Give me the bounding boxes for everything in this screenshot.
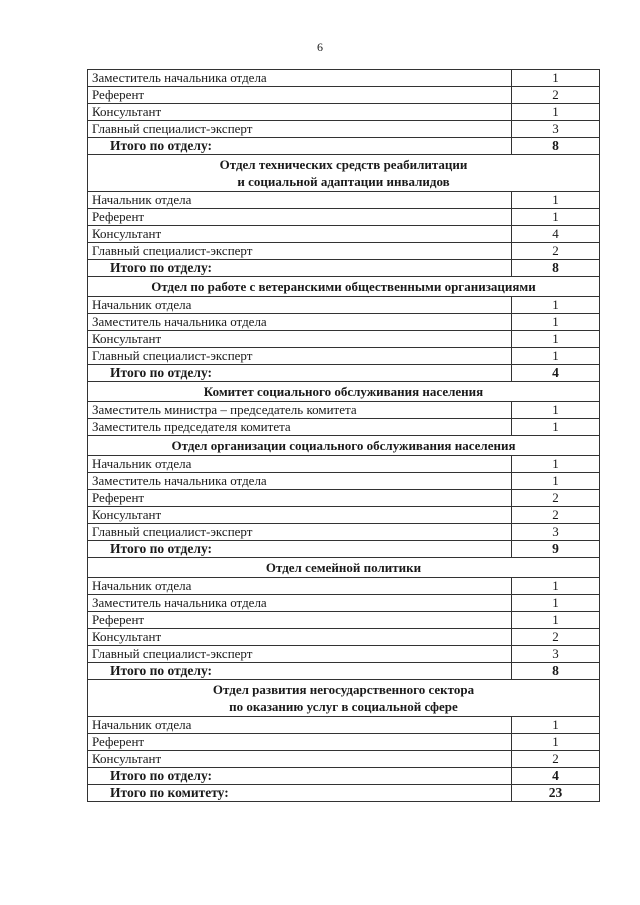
position-count: 2: [512, 507, 600, 524]
position-row: [88, 297, 600, 314]
position-name: Начальник отдела: [88, 297, 512, 314]
department-heading-line: Отдел организации социального обслуживания населения: [171, 438, 516, 453]
page-number: 6: [317, 40, 323, 54]
total-count: 8: [512, 260, 600, 277]
position-name: Заместитель начальника отдела: [88, 473, 512, 490]
position-name: Заместитель начальника отдела: [88, 314, 512, 331]
position-count: 1: [512, 473, 600, 490]
position-count: 1: [512, 314, 600, 331]
position-count: 3: [512, 646, 600, 663]
position-name: Начальник отдела: [88, 456, 512, 473]
department-heading-line: Отдел по работе с ветеранскими общественными организациями: [151, 279, 536, 294]
position-name: Референт: [88, 612, 512, 629]
position-count: 1: [512, 209, 600, 226]
position-count: 1: [512, 331, 600, 348]
department-heading-line: и социальной адаптации инвалидов: [237, 174, 450, 189]
position-row: [88, 87, 600, 104]
total-label: Итого по отделу:: [88, 663, 512, 680]
position-count: 2: [512, 629, 600, 646]
position-row: [88, 121, 600, 138]
position-name: Референт: [88, 209, 512, 226]
total-count: 23: [512, 785, 600, 802]
department-heading-line: Комитет социального обслуживания населения: [203, 384, 484, 399]
total-label: Итого по отделу:: [88, 260, 512, 277]
position-name: Главный специалист-эксперт: [88, 121, 512, 138]
total-label: Итого по отделу:: [88, 365, 512, 382]
position-row: [88, 243, 600, 260]
position-row: [88, 524, 600, 541]
position-count: 2: [512, 490, 600, 507]
total-count: 8: [512, 663, 600, 680]
position-row: [88, 717, 600, 734]
department-heading-line: Отдел семейной политики: [265, 560, 422, 575]
position-count: 4: [512, 226, 600, 243]
position-name: Референт: [88, 490, 512, 507]
staffing-table: [87, 69, 600, 802]
position-name: Главный специалист-эксперт: [88, 348, 512, 365]
department-heading-row: [88, 277, 600, 297]
position-row: [88, 751, 600, 768]
total-row: [88, 260, 600, 277]
position-row: [88, 629, 600, 646]
position-count: 3: [512, 121, 600, 138]
position-name: Главный специалист-эксперт: [88, 646, 512, 663]
position-name: Начальник отдела: [88, 192, 512, 209]
position-name: Заместитель начальника отдела: [88, 595, 512, 612]
position-count: 1: [512, 348, 600, 365]
department-heading: [88, 277, 600, 297]
position-count: 1: [512, 104, 600, 121]
total-label: Итого по комитету:: [88, 785, 512, 802]
position-count: 1: [512, 612, 600, 629]
department-heading: [88, 155, 600, 192]
total-row: [88, 768, 600, 785]
department-heading: [88, 558, 600, 578]
total-count: 4: [512, 365, 600, 382]
total-count: 8: [512, 138, 600, 155]
position-row: [88, 348, 600, 365]
total-label: Итого по отделу:: [88, 138, 512, 155]
position-name: Главный специалист-эксперт: [88, 243, 512, 260]
position-row: [88, 612, 600, 629]
department-heading: [88, 436, 600, 456]
position-name: Консультант: [88, 331, 512, 348]
position-name: Заместитель начальника отдела: [88, 70, 512, 87]
position-name: Начальник отдела: [88, 717, 512, 734]
position-count: 1: [512, 734, 600, 751]
position-row: [88, 595, 600, 612]
position-row: [88, 70, 600, 87]
position-name: Консультант: [88, 104, 512, 121]
department-heading: [88, 680, 600, 717]
position-row: [88, 402, 600, 419]
department-heading-row: [88, 155, 600, 192]
position-row: [88, 419, 600, 436]
department-heading: [88, 382, 600, 402]
position-count: 3: [512, 524, 600, 541]
position-row: [88, 456, 600, 473]
position-row: [88, 473, 600, 490]
total-label: Итого по отделу:: [88, 768, 512, 785]
position-count: 1: [512, 456, 600, 473]
position-row: [88, 578, 600, 595]
position-name: Консультант: [88, 629, 512, 646]
total-row: [88, 663, 600, 680]
position-name: Референт: [88, 734, 512, 751]
total-count: 9: [512, 541, 600, 558]
department-heading-row: [88, 436, 600, 456]
position-count: 2: [512, 87, 600, 104]
position-count: 1: [512, 419, 600, 436]
position-count: 1: [512, 578, 600, 595]
position-row: [88, 331, 600, 348]
position-name: Заместитель министра – председатель комитета: [88, 402, 512, 419]
department-heading-row: [88, 558, 600, 578]
department-heading-line: по оказанию услуг в социальной сфере: [229, 699, 458, 714]
total-row: [88, 541, 600, 558]
position-count: 1: [512, 297, 600, 314]
position-name: Референт: [88, 87, 512, 104]
position-count: 2: [512, 751, 600, 768]
department-heading-line: Отдел развития негосударственного сектора: [212, 682, 475, 697]
position-count: 1: [512, 595, 600, 612]
position-name: Консультант: [88, 226, 512, 243]
staffing-table-body: [88, 70, 600, 802]
position-name: Главный специалист-эксперт: [88, 524, 512, 541]
total-row: [88, 138, 600, 155]
position-row: [88, 314, 600, 331]
position-name: Заместитель председателя комитета: [88, 419, 512, 436]
position-count: 2: [512, 243, 600, 260]
total-row: [88, 785, 600, 802]
department-heading-line: Отдел технических средств реабилитации: [219, 157, 468, 172]
position-row: [88, 209, 600, 226]
position-row: [88, 490, 600, 507]
position-row: [88, 734, 600, 751]
position-name: Начальник отдела: [88, 578, 512, 595]
position-row: [88, 226, 600, 243]
total-count: 4: [512, 768, 600, 785]
position-count: 1: [512, 192, 600, 209]
position-row: [88, 646, 600, 663]
position-name: Консультант: [88, 507, 512, 524]
total-label: Итого по отделу:: [88, 541, 512, 558]
position-name: Консультант: [88, 751, 512, 768]
position-row: [88, 104, 600, 121]
position-count: 1: [512, 70, 600, 87]
department-heading-row: [88, 382, 600, 402]
position-count: 1: [512, 717, 600, 734]
position-row: [88, 507, 600, 524]
position-count: 1: [512, 402, 600, 419]
department-heading-row: [88, 680, 600, 717]
total-row: [88, 365, 600, 382]
position-row: [88, 192, 600, 209]
